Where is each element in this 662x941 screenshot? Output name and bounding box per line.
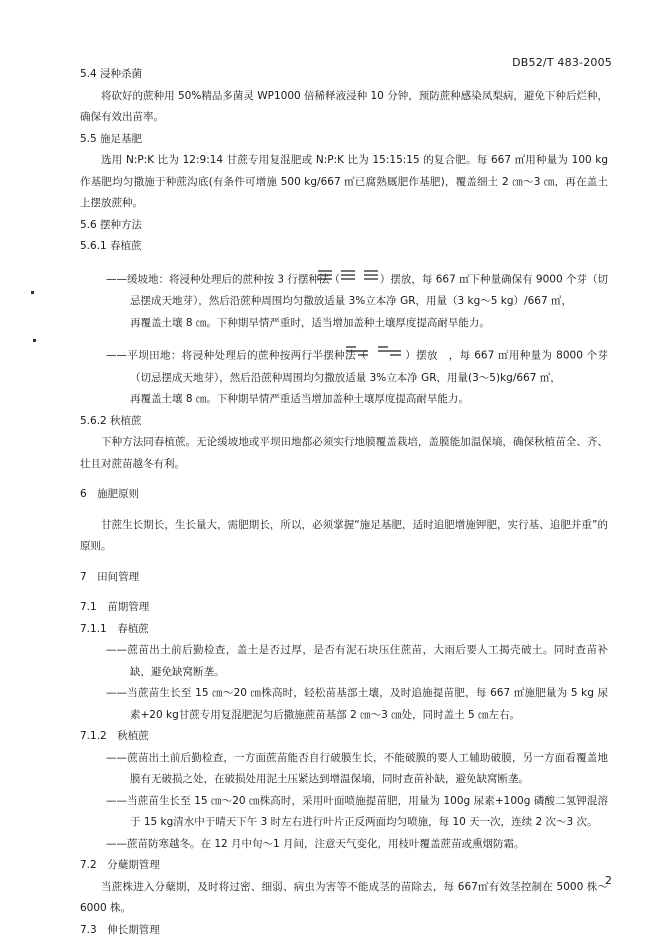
- section-5-6-1-heading: 5.6.1 春植蔗: [80, 236, 608, 258]
- section-7-1-2-heading: 7.1.2 秋植蔗: [80, 726, 608, 748]
- flat-land-text-b: ）摆放 ，每 667 ㎡用种量为 8000 个芽（切忌摆成天地芽），然后沿蔗种周围均匀撒放适量 3%立本净 GR，用量(3～5)kg/667 ㎡，: [130, 349, 608, 383]
- list-item-autumn-check: ——蔗苗出土前后勤检查，一方面蔗苗能否自行破膜生长，不能破膜的要人工辅助破膜，另一方面看覆盖地膜有无破损之处，在破损处用泥土压紧达到增温保墒，同时查苗补缺，避免缺窝断垄。: [106, 748, 608, 791]
- section-5-4-body: 将砍好的蔗种用 50%精品多菌灵 WP1000 倍稀释液浸种 10 分钟，预防蔗种感染凤梨病，避免下种后烂种，确保有效出苗率。: [80, 86, 608, 129]
- three-row-planting-icon: [340, 267, 380, 292]
- page-number: 2: [605, 874, 612, 887]
- scan-speck: [31, 291, 34, 294]
- section-6-heading: 6 施肥原则: [80, 484, 608, 506]
- section-5-5-body: 选用 N:P:K 比为 12:9:14 甘蔗专用复混肥或 N:P:K 比为 15:15:15 的复合肥。每 667 ㎡用种量为 100 kg 作基肥均匀撒施于种蔗沟底(有条件可增施 500 kg/667 ㎡已腐熟厩肥作基肥)，覆盖细土 2 ㎝～3 ㎝，再在盖土上摆放蔗种。: [80, 150, 608, 215]
- section-7-1-heading: 7.1 苗期管理: [80, 597, 608, 619]
- list-item-autumn-fertilize: ——当蔗苗生长至 15 ㎝～20 ㎝株高时，采用叶面喷施提苗肥，用量为 100g 尿素+100g 磷酸二氢钾混溶于 15 kg清水中于晴天下午 3 时左右进行叶片正反两面均匀喷施，每 10 天一次，连续 2 次～3 次。: [106, 791, 608, 834]
- section-7-2-body: 当蔗株进入分蘖期，及时将过密、细弱、病虫为害等不能成茎的苗除去，每 667㎡有效茎控制在 5000 株～6000 株。: [80, 877, 608, 920]
- section-7-heading: 7 田间管理: [80, 567, 608, 589]
- document-code: DB52/T 483-2005: [512, 56, 612, 69]
- flat-land-text-a: ——平坝田地：将浸种处理后的蔗种按两行半摆种法（: [106, 349, 367, 361]
- slope-land-text-a: ——缓坡地：将浸种处理后的蔗种按 3 行摆种法（: [106, 273, 340, 285]
- section-5-5-heading: 5.5 施足基肥: [80, 129, 608, 151]
- flat-land-text-c: 再覆盖土壤 8 ㎝。下种期旱情严重适当增加盖种土壤厚度提高耐旱能力。: [130, 389, 608, 411]
- section-6-body: 甘蔗生长期长，生长量大，需肥期长，所以，必须掌握“施足基肥，适时追肥增施钾肥，实行基、追肥并重”的原则。: [80, 515, 608, 558]
- slope-land-text-c: 再覆盖土壤 8 ㎝。下种期旱情严重时，适当增加盖种土壤厚度提高耐旱能力。: [130, 313, 608, 335]
- list-item-flat-land: [106, 343, 608, 411]
- document-body: [80, 64, 608, 941]
- list-item-autumn-frost: ——蔗苗防寒越冬。在 12 月中旬～1 月间，注意天气变化，用枝叶覆盖蔗苗或熏烟防霜。: [106, 834, 608, 856]
- list-item-spring-check: ——蔗苗出土前后勤检查，盖土是否过厚，是否有泥石块压住蔗苗，大雨后要人工揭壳破土。同时查苗补缺，避免缺窝断垄。: [106, 640, 608, 683]
- section-7-1-1-heading: 7.1.1 春植蔗: [80, 619, 608, 641]
- section-5-6-2-heading: 5.6.2 秋植蔗: [80, 411, 608, 433]
- two-and-half-row-planting-icon: [367, 343, 405, 368]
- section-5-6-2-body: 下种方法同春植蔗。无论缓坡地或平坝田地都必须实行地膜覆盖栽培，盖膜能加温保墒，确保秋植苗全、齐、壮且对蔗苗越冬有利。: [80, 432, 608, 475]
- slope-land-text-b: ）摆放，每 667 ㎡下种量确保有 9000 个芽（切忌摆成天地芽），然后沿蔗种周围均匀撒放适量 3%立本净 GR，用量（3 kg～5 kg）/667 ㎡，: [130, 273, 608, 307]
- section-7-3-heading: 7.3 伸长期管理: [80, 920, 608, 941]
- scan-speck: [33, 339, 36, 342]
- section-5-4-heading: 5.4 浸种杀菌: [80, 64, 608, 86]
- list-item-spring-fertilize: ——当蔗苗生长至 15 ㎝～20 ㎝株高时，轻松苗基部土壤，及时追施提苗肥，每 667 ㎡施肥量为 5 kg 尿素+20 kg甘蔗专用复混肥泥匀后撒施蔗苗基部 2 ㎝～3 ㎝处，同时盖土 5 ㎝左右。: [106, 683, 608, 726]
- section-5-6-heading: 5.6 摆种方法: [80, 215, 608, 237]
- section-7-2-heading: 7.2 分蘖期管理: [80, 855, 608, 877]
- list-item-slope-land: [106, 267, 608, 335]
